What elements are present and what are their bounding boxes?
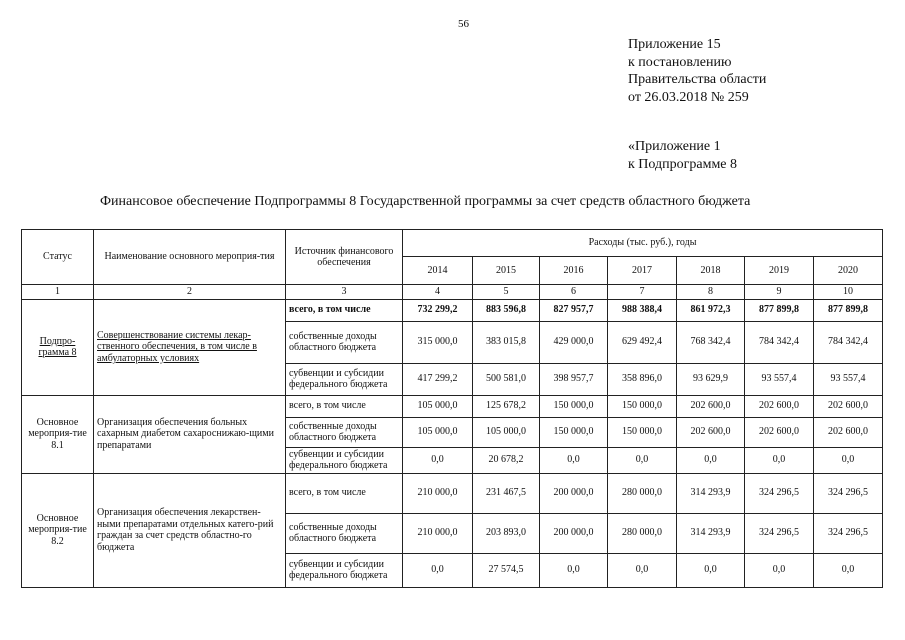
cell-amount: 883 596,8 bbox=[473, 299, 540, 321]
column-number: 2 bbox=[94, 285, 286, 300]
header-name: Наименование основного мероприя-тия bbox=[94, 230, 286, 285]
row-source: всего, в том числе bbox=[286, 299, 403, 321]
row-status: Основное мероприя-тие 8.2 bbox=[22, 473, 94, 587]
cell-amount: 877 899,8 bbox=[814, 299, 883, 321]
cell-amount: 150 000,0 bbox=[608, 395, 677, 417]
annex-header bbox=[628, 36, 766, 106]
annex-line: Правительства области bbox=[628, 72, 767, 87]
cell-amount: 200 000,0 bbox=[540, 513, 608, 553]
header-year: 2016 bbox=[540, 257, 608, 285]
cell-amount: 93 557,4 bbox=[745, 363, 814, 395]
annex-line: к постановлению bbox=[628, 54, 732, 70]
table-row bbox=[22, 473, 883, 513]
cell-amount: 0,0 bbox=[677, 553, 745, 587]
document-title: Финансовое обеспечение Подпрограммы 8 Государственной программы за счет средств областного бюджета bbox=[100, 194, 751, 209]
cell-amount: 0,0 bbox=[608, 447, 677, 473]
cell-amount: 0,0 bbox=[403, 447, 473, 473]
page-number: 56 bbox=[458, 18, 469, 30]
header-source: Источник финансового обеспечения bbox=[286, 230, 403, 285]
cell-amount: 150 000,0 bbox=[608, 417, 677, 447]
cell-amount: 231 467,5 bbox=[473, 473, 540, 513]
cell-amount: 768 342,4 bbox=[677, 321, 745, 363]
cell-amount: 500 581,0 bbox=[473, 363, 540, 395]
table-row bbox=[22, 299, 883, 321]
cell-amount: 417 299,2 bbox=[403, 363, 473, 395]
column-number: 4 bbox=[403, 285, 473, 300]
cell-amount: 202 600,0 bbox=[814, 395, 883, 417]
cell-amount: 202 600,0 bbox=[745, 417, 814, 447]
cell-amount: 629 492,4 bbox=[608, 321, 677, 363]
cell-amount: 0,0 bbox=[745, 447, 814, 473]
cell-amount: 398 957,7 bbox=[540, 363, 608, 395]
row-event-name: Совершенствование системы лекар-ственного обеспечения, в том числе в амбулаторных условиях bbox=[94, 299, 286, 395]
cell-amount: 314 293,9 bbox=[677, 513, 745, 553]
cell-amount: 202 600,0 bbox=[677, 417, 745, 447]
cell-amount: 315 000,0 bbox=[403, 321, 473, 363]
row-source: всего, в том числе bbox=[286, 395, 403, 417]
column-number: 3 bbox=[286, 285, 403, 300]
cell-amount: 105 000,0 bbox=[473, 417, 540, 447]
financing-table bbox=[21, 229, 883, 588]
row-source: собственные доходы областного бюджета bbox=[286, 417, 403, 447]
row-source: всего, в том числе bbox=[286, 473, 403, 513]
cell-amount: 0,0 bbox=[403, 553, 473, 587]
cell-amount: 0,0 bbox=[814, 553, 883, 587]
cell-amount: 20 678,2 bbox=[473, 447, 540, 473]
header-year: 2014 bbox=[403, 257, 473, 285]
cell-amount: 93 557,4 bbox=[814, 363, 883, 395]
column-number: 8 bbox=[677, 285, 745, 300]
annex-line: к Подпрограмме 8 bbox=[628, 156, 738, 172]
row-status: Подпро-грамма 8 bbox=[22, 299, 94, 395]
column-number-row bbox=[22, 285, 883, 300]
cell-amount: 105 000,0 bbox=[403, 417, 473, 447]
header-year: 2017 bbox=[608, 257, 677, 285]
cell-amount: 93 629,9 bbox=[677, 363, 745, 395]
cell-amount: 877 899,8 bbox=[745, 299, 814, 321]
cell-amount: 105 000,0 bbox=[403, 395, 473, 417]
cell-amount: 324 296,5 bbox=[745, 473, 814, 513]
cell-amount: 280 000,0 bbox=[608, 473, 677, 513]
cell-amount: 27 574,5 bbox=[473, 553, 540, 587]
annex-subheader bbox=[628, 138, 737, 173]
cell-amount: 383 015,8 bbox=[473, 321, 540, 363]
annex-line: от 26.03.2018 № 259 bbox=[628, 89, 749, 105]
cell-amount: 324 296,5 bbox=[814, 473, 883, 513]
header-year: 2020 bbox=[814, 257, 883, 285]
cell-amount: 358 896,0 bbox=[608, 363, 677, 395]
header-row bbox=[22, 230, 883, 257]
column-number: 9 bbox=[745, 285, 814, 300]
cell-amount: 861 972,3 bbox=[677, 299, 745, 321]
cell-amount: 0,0 bbox=[814, 447, 883, 473]
cell-amount: 280 000,0 bbox=[608, 513, 677, 553]
cell-amount: 202 600,0 bbox=[814, 417, 883, 447]
header-year: 2018 bbox=[677, 257, 745, 285]
cell-amount: 429 000,0 bbox=[540, 321, 608, 363]
cell-amount: 314 293,9 bbox=[677, 473, 745, 513]
header-status: Статус bbox=[22, 230, 94, 285]
column-number: 10 bbox=[814, 285, 883, 300]
row-source: субвенции и субсидии федерального бюджета bbox=[286, 363, 403, 395]
cell-amount: 732 299,2 bbox=[403, 299, 473, 321]
cell-amount: 784 342,4 bbox=[814, 321, 883, 363]
column-number: 1 bbox=[22, 285, 94, 300]
cell-amount: 202 600,0 bbox=[677, 395, 745, 417]
header-year: 2019 bbox=[745, 257, 814, 285]
table-row bbox=[22, 395, 883, 417]
row-source: субвенции и субсидии федерального бюджета bbox=[286, 553, 403, 587]
cell-amount: 0,0 bbox=[677, 447, 745, 473]
cell-amount: 784 342,4 bbox=[745, 321, 814, 363]
cell-amount: 324 296,5 bbox=[814, 513, 883, 553]
annex-line: «Приложение 1 bbox=[628, 139, 721, 154]
cell-amount: 210 000,0 bbox=[403, 513, 473, 553]
annex-line: Приложение 15 bbox=[628, 37, 721, 52]
cell-amount: 0,0 bbox=[540, 447, 608, 473]
cell-amount: 827 957,7 bbox=[540, 299, 608, 321]
cell-amount: 0,0 bbox=[540, 553, 608, 587]
row-source: субвенции и субсидии федерального бюджета bbox=[286, 447, 403, 473]
cell-amount: 203 893,0 bbox=[473, 513, 540, 553]
header-year: 2015 bbox=[473, 257, 540, 285]
row-source: собственные доходы областного бюджета bbox=[286, 513, 403, 553]
column-number: 7 bbox=[608, 285, 677, 300]
header-expenses: Расходы (тыс. руб.), годы bbox=[403, 230, 883, 257]
cell-amount: 150 000,0 bbox=[540, 395, 608, 417]
row-event-name: Организация обеспечения больных сахарным диабетом сахароснижаю-щими препаратами bbox=[94, 395, 286, 473]
cell-amount: 125 678,2 bbox=[473, 395, 540, 417]
cell-amount: 0,0 bbox=[608, 553, 677, 587]
cell-amount: 150 000,0 bbox=[540, 417, 608, 447]
cell-amount: 200 000,0 bbox=[540, 473, 608, 513]
cell-amount: 988 388,4 bbox=[608, 299, 677, 321]
cell-amount: 0,0 bbox=[745, 553, 814, 587]
column-number: 5 bbox=[473, 285, 540, 300]
cell-amount: 202 600,0 bbox=[745, 395, 814, 417]
column-number: 6 bbox=[540, 285, 608, 300]
row-event-name: Организация обеспечения лекарствен-ными препаратами отдельных катего-рий граждан за счет средств областно-го бюджета bbox=[94, 473, 286, 587]
cell-amount: 324 296,5 bbox=[745, 513, 814, 553]
row-status: Основное мероприя-тие 8.1 bbox=[22, 395, 94, 473]
cell-amount: 210 000,0 bbox=[403, 473, 473, 513]
row-source: собственные доходы областного бюджета bbox=[286, 321, 403, 363]
